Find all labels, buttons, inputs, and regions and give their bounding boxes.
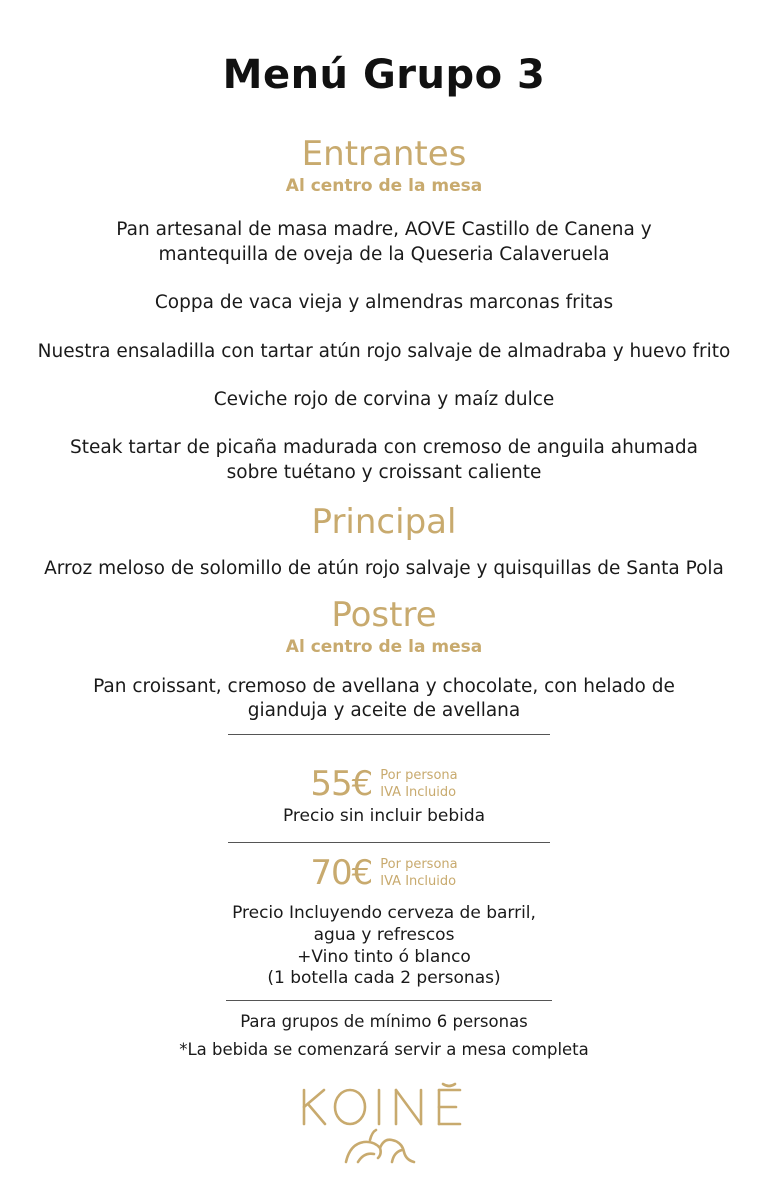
price-notes: [380, 856, 457, 890]
menu-item: Coppa de vaca vieja y almendras marconas fritas: [154, 292, 614, 313]
price-description: agua y refrescos: [313, 925, 455, 945]
price-description: +Vino tinto ó blanco: [297, 947, 471, 967]
price-description: Precio Incluyendo cerveza de barril,: [232, 903, 536, 923]
divider: [226, 1000, 552, 1001]
menu-item: Pan artesanal de masa madre, AOVE Castillo de Canena y: [116, 219, 652, 240]
menu-item: mantequilla de oveja de la Queseria Calaveruela: [158, 244, 610, 265]
menu-item: Pan croissant, cremoso de avellana y chocolate, con helado de: [93, 676, 675, 697]
menu-item: sobre tuétano y croissant caliente: [226, 462, 542, 483]
price-block-2: [0, 853, 768, 893]
price-note-vat: IVA Incluido: [380, 785, 457, 800]
menu-item: Ceviche rojo de corvina y maíz dulce: [213, 389, 555, 410]
section-title-entrantes: Entrantes: [301, 134, 467, 174]
divider: [228, 734, 550, 735]
section-title-postre: Postre: [331, 595, 437, 635]
price-note-vat: IVA Incluido: [380, 874, 457, 889]
drink-note: *La bebida se comenzará servir a mesa completa: [179, 1040, 589, 1059]
price-note-per-person: Por persona: [380, 857, 458, 872]
divider: [228, 842, 550, 843]
menu-item: Nuestra ensaladilla con tartar atún rojo salvaje de almadraba y huevo frito: [37, 341, 731, 362]
price-description: Precio sin incluir bebida: [282, 806, 486, 826]
section-subtitle-entrantes: Al centro de la mesa: [285, 176, 483, 196]
price-amount: 70€: [310, 853, 373, 893]
menu-item: gianduja y aceite de avellana: [247, 700, 521, 721]
price-note-per-person: Por persona: [380, 768, 458, 783]
price-description: (1 botella cada 2 personas): [267, 968, 501, 988]
menu-item: Arroz meloso de solomillo de atún rojo salvaje y quisquillas de Santa Pola: [44, 558, 724, 579]
koine-logo-mark: [284, 1082, 484, 1168]
section-title-principal: Principal: [311, 502, 457, 542]
koine-logo: [0, 1082, 768, 1168]
price-block-1: [0, 764, 768, 804]
section-subtitle-postre: Al centro de la mesa: [285, 637, 483, 657]
price-amount: 55€: [310, 764, 373, 804]
menu-item: Steak tartar de picaña madurada con cremoso de anguila ahumada: [70, 437, 698, 458]
price-notes: [380, 767, 457, 801]
page-title: Menú Grupo 3: [222, 52, 546, 98]
min-group-note: Para grupos de mínimo 6 personas: [240, 1012, 528, 1031]
